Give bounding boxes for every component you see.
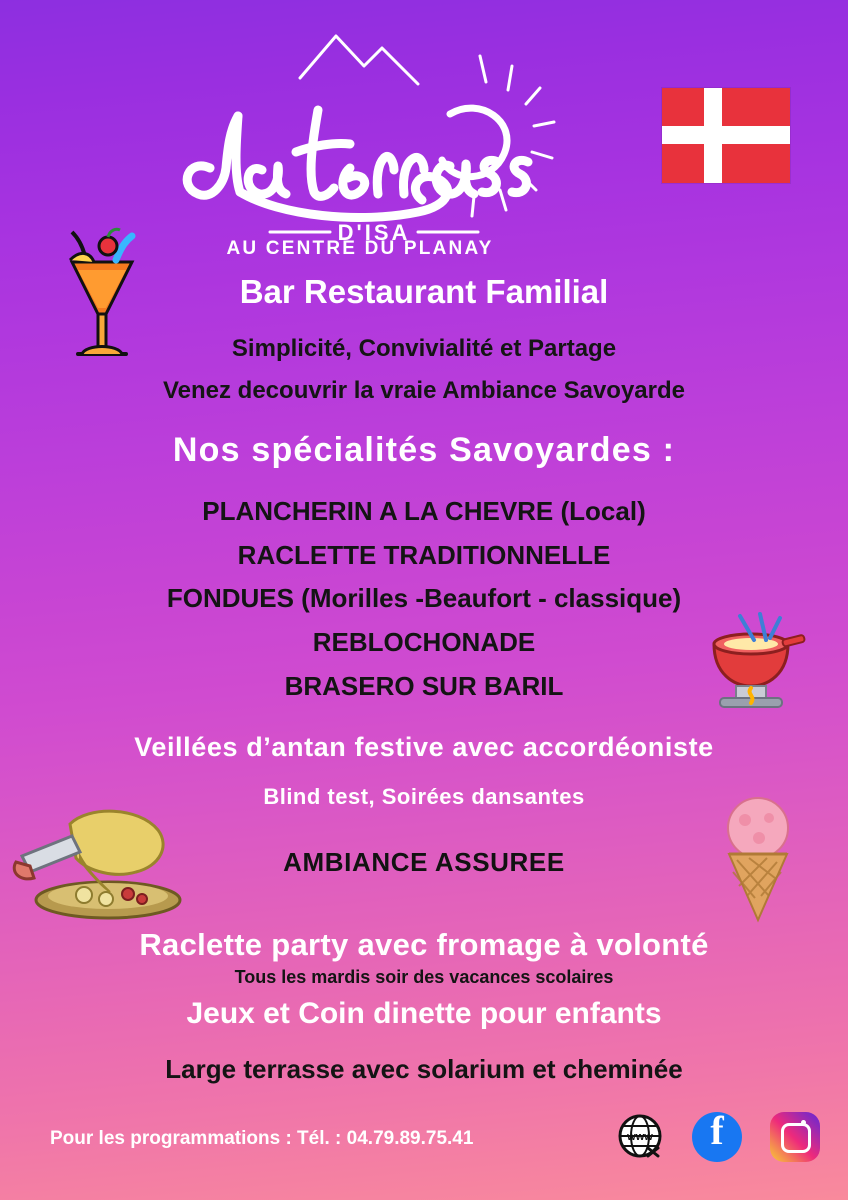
logo-tagline: AU CENTRE DU PLANAY (226, 238, 494, 259)
specialty-item: BRASERO SUR BARIL (284, 671, 564, 701)
veillee-text: Veillées d’antan festive avec accordéoniste (134, 732, 714, 762)
logo-svg (150, 18, 570, 248)
svg-text:D'ISA: D'ISA (337, 220, 411, 245)
subtitle-line-2: Venez decouvrir la vraie Ambiance Savoyarde (162, 377, 686, 404)
instagram-icon[interactable] (770, 1112, 822, 1164)
danish-flag-icon (662, 88, 790, 183)
restaurant-logo (150, 18, 570, 248)
facebook-icon[interactable] (692, 1112, 744, 1164)
fondue-pot-icon (696, 608, 806, 718)
raclette-party-note: Tous les mardis soir des vacances scolaires (234, 967, 614, 987)
raclette-party-text: Raclette party avec fromage à volonté (139, 927, 709, 962)
specialty-item: REBLOCHONADE (312, 627, 536, 657)
contact-text: Pour les programmations : Tél. : 04.79.89.75.41 (50, 1128, 474, 1149)
page-title: Bar Restaurant Familial (239, 273, 609, 310)
blind-test-text: Blind test, Soirées dansantes (263, 784, 585, 809)
ambiance-text: AMBIANCE ASSUREE (283, 847, 565, 877)
specialty-item: PLANCHERIN A LA CHEVRE (Local) (202, 496, 646, 526)
subtitle-line-1: Simplicité, Convivialité et Partage (231, 335, 617, 362)
specialty-item: FONDUES (Morilles -Beaufort - classique) (166, 583, 682, 613)
svg-text:www: www (627, 1131, 653, 1143)
www-globe-icon[interactable] (614, 1112, 666, 1164)
jeux-text: Jeux et Coin dinette pour enfants (186, 997, 662, 1030)
terrasse-text: Large terrasse avec solarium et cheminée (165, 1054, 683, 1084)
specialties-heading: Nos spécialités Savoyardes : (172, 431, 676, 469)
specialty-item: RACLETTE TRADITIONNELLE (237, 540, 611, 570)
